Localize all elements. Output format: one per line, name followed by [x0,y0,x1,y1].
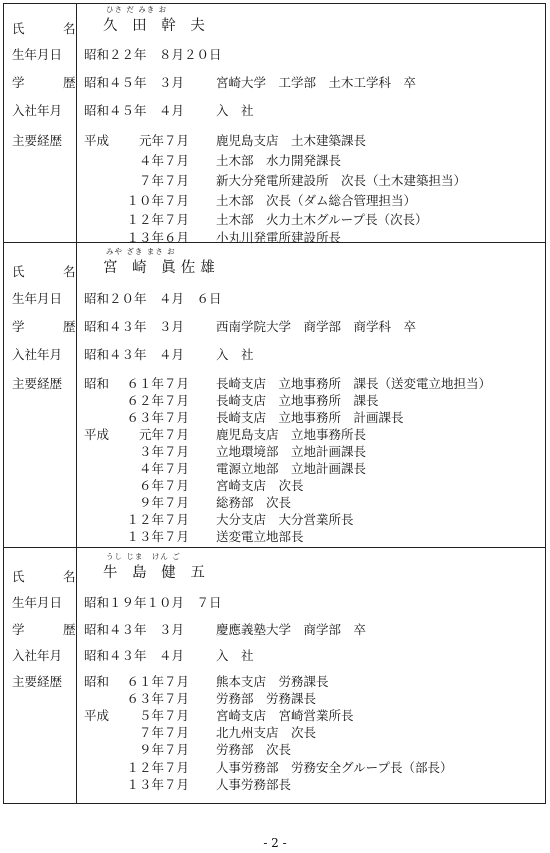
career-year: ６３年 [126,410,164,425]
education-date: 昭和４３年 ３月 [84,319,185,334]
career-month: ７月 [164,153,190,168]
label-birth: 生年月日 [12,291,63,306]
label-career: 主要経歴 [12,674,63,689]
career-era: 平成 [84,708,110,723]
career-position: 熊本支店 労務課長 [216,674,329,689]
education-detail: 慶應義塾大学 商学部 卒 [216,622,367,637]
career-position: 小丸川発電所建設所長 [216,230,342,245]
name-reading: みや ざき まさ お [106,247,176,256]
career-year: １２年 [126,512,164,527]
person-card-1 [3,3,546,243]
education-date: 昭和４５年 ３月 [84,75,185,90]
person-card-2 [3,242,546,548]
label-education: 学 歴 [12,319,89,334]
career-month: ７月 [164,410,190,425]
career-position: 送変電立地部長 [216,529,304,544]
career-position: 北九州支店 次長 [216,725,317,740]
career-position: 長崎支店 立地事務所 計画課長 [216,410,404,425]
career-position: 長崎支店 立地事務所 課長 [216,393,379,408]
career-position: 総務部 次長 [216,495,292,510]
column-divider [76,4,77,242]
career-month: ７月 [164,376,190,391]
career-month: ７月 [164,193,190,208]
career-position: 長崎支店 立地事務所 課長（送変電立地担当） [216,376,492,391]
career-month: ７月 [164,691,190,706]
person-name: 牛 島 健 五 [103,565,210,581]
career-month: ７月 [164,760,190,775]
education-detail: 西南学院大学 商学部 商学科 卒 [216,319,417,334]
career-year: １３年 [126,529,164,544]
label-career: 主要経歴 [12,133,63,148]
career-month: ７月 [164,708,190,723]
birth-date: 昭和２２年 ８月２０日 [84,47,222,62]
birth-date: 昭和１９年１０月 ７日 [84,595,222,610]
career-month: ７月 [164,212,190,227]
career-position: 鹿児島支店 立地事務所長 [216,427,367,442]
label-joined: 入社年月 [12,103,63,118]
career-year: ９年 [138,742,164,757]
career-year: ７年 [138,173,164,188]
person-name: 久 田 幹 夫 [103,18,210,34]
career-position: 労務部 次長 [216,742,292,757]
career-position: 新大分発電所建設所 次長（土木建築担当） [216,173,467,188]
column-divider [76,243,77,547]
label-education: 学 歴 [12,75,89,90]
career-month: ７月 [164,461,190,476]
career-month: ７月 [164,173,190,188]
career-month: ７月 [164,495,190,510]
career-year: １３年 [126,230,164,245]
joined-detail: 入 社 [216,648,254,663]
career-month: ７月 [164,444,190,459]
joined-date: 昭和４３年 ４月 [84,648,185,663]
career-year: １２年 [126,760,164,775]
career-position: 土木部 火力土木グループ長（次長） [216,212,428,227]
joined-date: 昭和４５年 ４月 [84,103,185,118]
career-year: ９年 [138,495,164,510]
person-card-3 [3,547,546,804]
career-position: 土木部 次長（ダム総合管理担当） [216,193,417,208]
career-month: ７月 [164,725,190,740]
career-month: ７月 [164,427,190,442]
career-month: ７月 [164,393,190,408]
career-year: ６年 [138,478,164,493]
career-year: ６１年 [126,674,164,689]
name-reading: うし じま けん ご [106,552,181,561]
career-era: 昭和 [84,376,110,391]
career-month: ６月 [164,230,190,245]
label-joined: 入社年月 [12,347,63,362]
label-name: 氏 名 [12,21,89,36]
career-month: ７月 [164,742,190,757]
career-position: 鹿児島支店 土木建築課長 [216,133,367,148]
career-position: 人事労務部 労務安全グループ長（部長） [216,760,453,775]
career-year: 元年 [138,133,164,148]
label-birth: 生年月日 [12,595,63,610]
career-year: ４年 [138,461,164,476]
birth-date: 昭和２０年 ４月 ６日 [84,291,222,306]
career-position: 労務部 労務課長 [216,691,317,706]
career-year: ６１年 [126,376,164,391]
career-year: ７年 [138,725,164,740]
career-position: 人事労務部長 [216,777,292,792]
career-year: １２年 [126,212,164,227]
career-position: 宮崎支店 次長 [216,478,304,493]
label-birth: 生年月日 [12,47,63,62]
column-divider [76,548,77,803]
career-year: ３年 [138,444,164,459]
career-year: １０年 [126,193,164,208]
career-year: ６３年 [126,691,164,706]
career-era: 平成 [84,133,110,148]
career-month: ７月 [164,133,190,148]
career-month: ７月 [164,674,190,689]
career-year: ５年 [138,708,164,723]
joined-detail: 入 社 [216,347,254,362]
joined-date: 昭和４３年 ４月 [84,347,185,362]
education-date: 昭和４３年 ３月 [84,622,185,637]
career-year: １３年 [126,777,164,792]
career-position: 電源立地部 立地計画課長 [216,461,367,476]
career-era: 昭和 [84,674,110,689]
person-name: 宮 崎 眞佐雄 [103,260,220,276]
career-year: 元年 [138,427,164,442]
career-month: ７月 [164,512,190,527]
career-position: 立地環境部 立地計画課長 [216,444,367,459]
label-name: 氏 名 [12,264,89,279]
joined-detail: 入 社 [216,103,254,118]
career-year: ４年 [138,153,164,168]
page-number: - 2 - [263,836,287,850]
label-career: 主要経歴 [12,376,63,391]
label-joined: 入社年月 [12,648,63,663]
name-reading: ひさ だ みき お [106,5,168,14]
career-position: 大分支店 大分営業所長 [216,512,354,527]
career-year: ６２年 [126,393,164,408]
career-month: ７月 [164,529,190,544]
label-name: 氏 名 [12,569,89,584]
career-month: ７月 [164,478,190,493]
education-detail: 宮崎大学 工学部 土木工学科 卒 [216,75,417,90]
career-position: 宮崎支店 宮崎営業所長 [216,708,354,723]
label-education: 学 歴 [12,622,89,637]
career-month: ７月 [164,777,190,792]
career-era: 平成 [84,427,110,442]
career-position: 土木部 水力開発課長 [216,153,342,168]
